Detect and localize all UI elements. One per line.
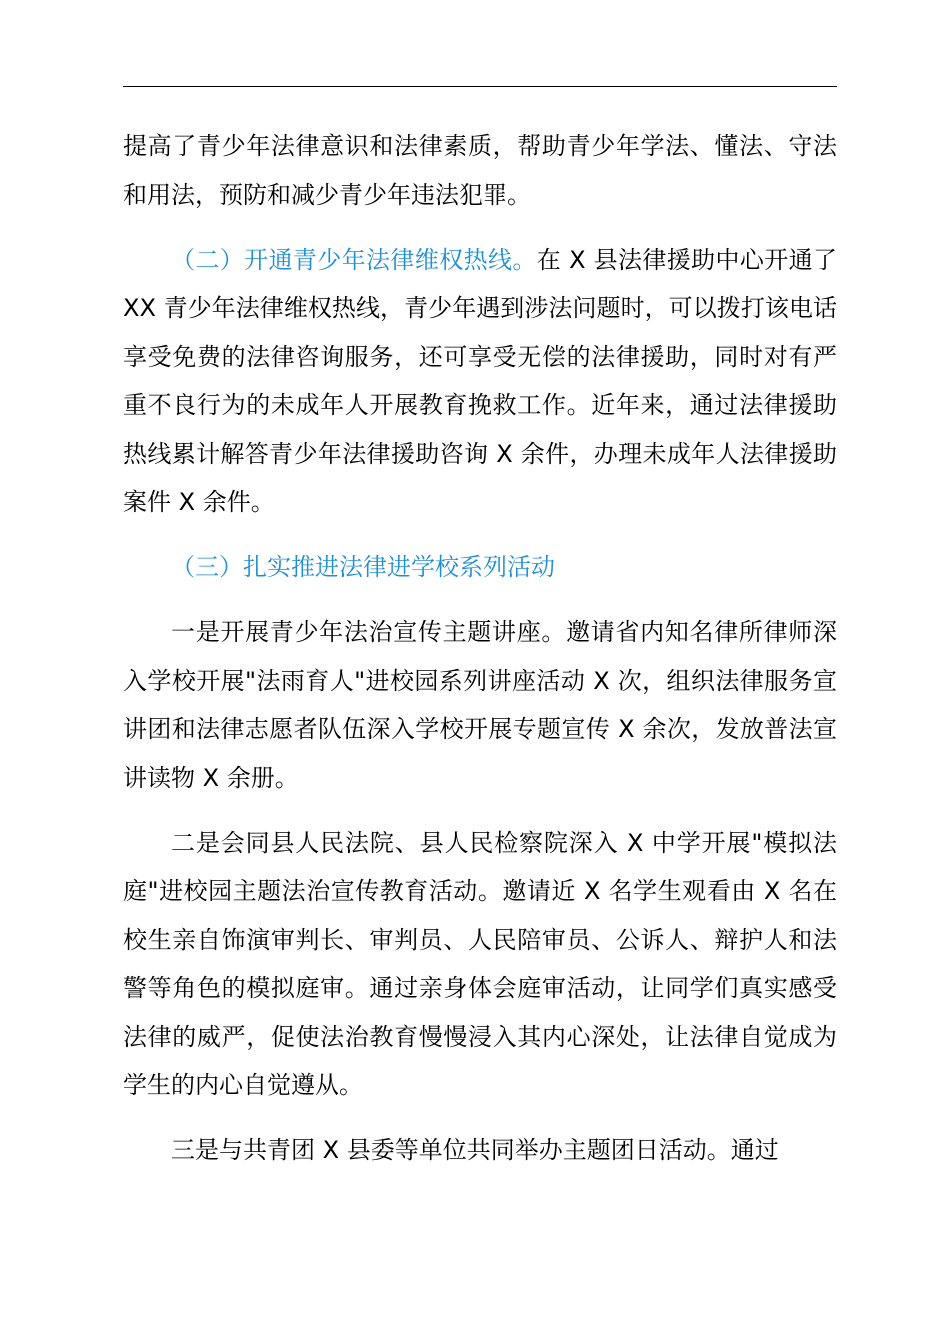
paragraph-text: 提高了青少年法律意识和法律素质，帮助青少年学法、懂法、守法和用法，预防和减少青少年违法犯罪。 xyxy=(123,132,837,209)
paragraph-lectures xyxy=(123,608,837,802)
header-rule xyxy=(123,86,837,87)
document-body xyxy=(123,122,837,1191)
paragraph-league-activity xyxy=(123,1126,837,1175)
paragraph-mock-court xyxy=(123,819,837,1110)
paragraph-text: 一是开展青少年法治宣传主题讲座。邀请省内知名律所律师深入学校开展"法雨育人"进校园系列讲座活动 X 次，组织法律服务宣讲团和法律志愿者队伍深入学校开展专题宣传 X 余次，发放普法宣讲读物 X 余册。 xyxy=(123,618,837,792)
section-heading-3-paragraph xyxy=(123,543,837,592)
paragraph-text: 在 X 县法律援助中心开通了 XX 青少年法律维权热线，青少年遇到涉法问题时，可以拨打该电话享受免费的法律咨询服务，还可享受无偿的法律援助，同时对有严重不良行为的未成年人开展教育挽救工作。近年来，通过法律援助热线累计解答青少年法律援助咨询 X 余件，办理未成年人法律援助案件 X 余件。 xyxy=(123,245,838,516)
paragraph-continuation xyxy=(123,122,837,219)
paragraph-text: 三是与共青团 X 县委等单位共同举办主题团日活动。通过 xyxy=(171,1136,779,1164)
paragraph-hotline xyxy=(123,236,837,527)
section-heading-2: （二）开通青少年法律维权热线。 xyxy=(171,245,537,274)
section-heading-3: （三）扎实推进法律进学校系列活动 xyxy=(171,553,555,581)
paragraph-text: 二是会同县人民法院、县人民检察院深入 X 中学开展"模拟法庭"进校园主题法治宣传教育活动。邀请近 X 名学生观看由 X 名在校生亲自饰演审判长、审判员、人民陪审员、公诉人、辩护人和法警等角色的模拟庭审。通过亲身体会庭审活动，让同学们真实感受法律的威严，促使法治教育慢慢浸入其内心深处，让法律自觉成为学生的内心自觉遵从。 xyxy=(123,828,837,1099)
